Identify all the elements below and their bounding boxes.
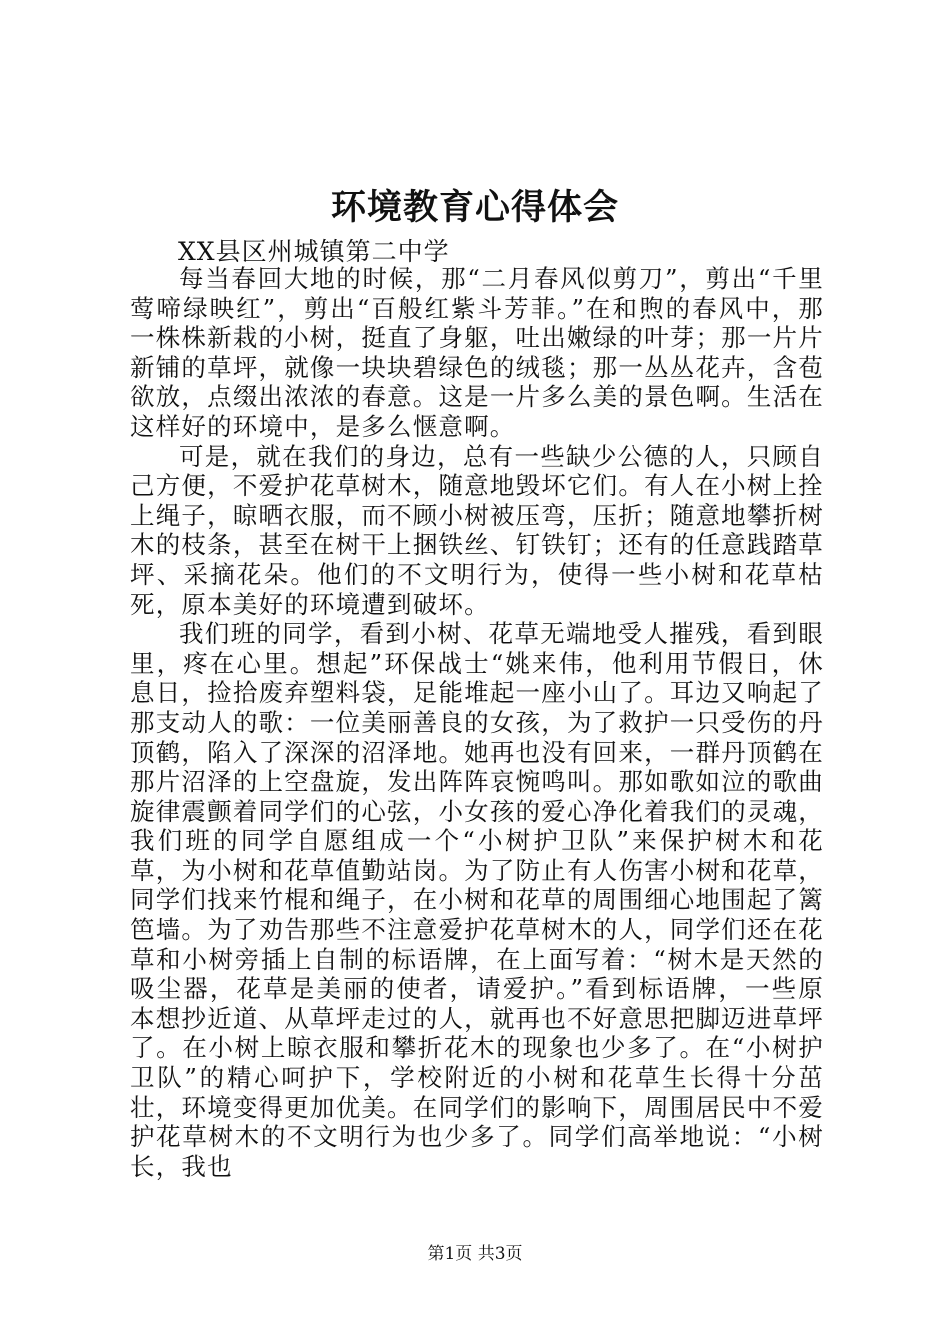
paragraph-2: 可是，就在我们的身边，总有一些缺少公德的人，只顾自己方便，不爱护花草树木，随意地毁坏它们。有人在小树上拴上绳子，晾晒衣服，而不顾小树被压弯，压折；随意地攀折树木的枝条，甚至在树干上捆铁丝、钉铁钉；还有的任意践踏草坪、采摘花朵。他们的不文明行为，使得一些小树和花草枯死，原本美好的环境遭到破坏。	[130, 441, 824, 619]
document-title: 环境教育心得体会	[330, 187, 619, 228]
paragraph-1: 每当春回大地的时候，那“二月春风似剪刀”，剪出“千里莺啼绿映红”，剪出“百般红紫斗芳菲。”在和煦的春风中，那一株株新栽的小树，挺直了身躯，吐出嫩绿的叶芽；那一片片新铺的草坪，就像一块块碧绿色的绒毯；那一丛丛花卉，含苞欲放，点缀出浓浓的春意。这是一片多么美的景色啊。生活在这样好的环境中，是多么惬意啊。	[130, 264, 824, 441]
paragraph-3: 我们班的同学，看到小树、花草无端地受人摧残，看到眼里，疼在心里。想起”环保战士“姚来伟，他利用节假日，休息日，捡拾废弃塑料袋，足能堆起一座小山了。耳边又响起了那支动人的歌：一位美丽善良的女孩，为了救护一只受伤的丹顶鹤，陷入了深深的沼泽地。她再也没有回来，一群丹顶鹤在那片沼泽的上空盘旋，发出阵阵哀惋鸣叫。那如歌如泣的歌曲旋律震颤着同学们的心弦，小女孩的爱心净化着我们的灵魂，我们班的同学自愿组成一个“小树护卫队”来保护树木和花草，为小树和花草值勤站岗。为了防止有人伤害小树和花草，同学们找来竹棍和绳子，在小树和花草的周围细心地围起了篱笆墙。为了劝告那些不注意爱护花草树木的人，同学们还在花草和小树旁插上自制的标语牌，在上面写着：“树木是天然的吸尘器，花草是美丽的使者，请爱护。”看到标语牌，一些原本想抄近道、从草坪走过的人，就再也不好意思把脚迈进草坪了。在小树上晾衣服和攀折花木的现象也少多了。在“小树护卫队”的精心呵护下，学校附近的小树和花草生长得十分茁壮，环境变得更加优美。在同学们的影响下，周围居民中不爱护花草树木的不文明行为也少多了。同学们高举地说：“小树长，我也	[130, 619, 824, 1181]
page-footer: 第1页 共3页	[427, 1244, 523, 1264]
document-body	[130, 264, 824, 1181]
author-line: XX县区州城镇第二中学	[178, 237, 450, 266]
